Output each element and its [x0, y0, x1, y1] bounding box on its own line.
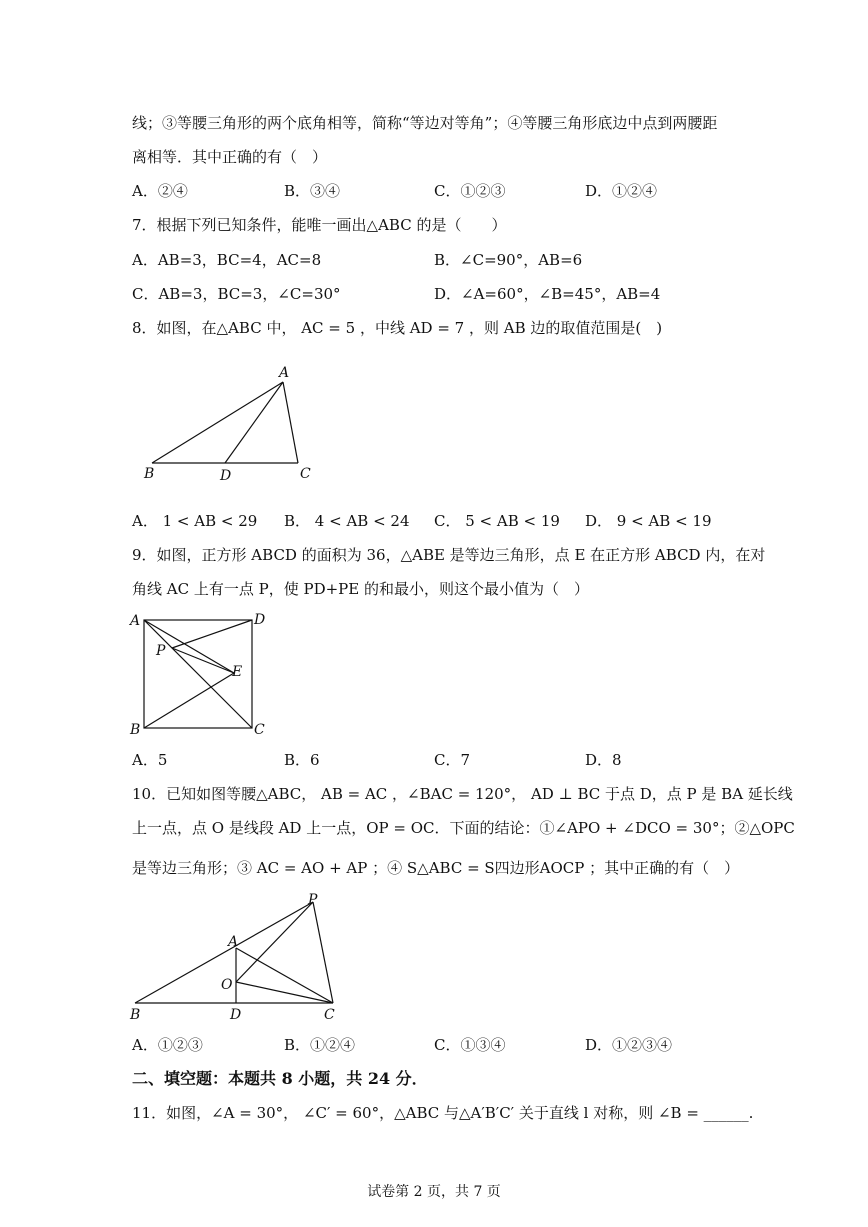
q9-label-d: D [254, 612, 266, 628]
q10-option-d: D．①②③④ [585, 1036, 673, 1054]
q8-label-a: A [279, 365, 290, 381]
q8-option-c: C． 5 < AB < 19 [434, 512, 560, 530]
q9-label-b: B [130, 722, 141, 738]
q7-option-a: A．AB=3，BC=4，AC=8 [132, 251, 322, 269]
q9-label-a: A [130, 613, 141, 629]
q9-line2: 角线 AC 上有一点 P，使 PD+PE 的和最小，则这个最小值为（ ） [132, 580, 589, 598]
q6-option-c: C．①②③ [434, 182, 506, 200]
q10-segment-ac [236, 948, 333, 1003]
q6-line2: 离相等．其中正确的有（ ） [132, 148, 328, 166]
q10-option-c: C．①③④ [434, 1036, 506, 1054]
q10-line3: 是等边三角形；③ AC = AO + AP ；④ S△ABC = S四边形AOCP ；其中正确的有（ ） [132, 859, 740, 877]
q10-figure [125, 890, 345, 1025]
q9-option-b: B．6 [284, 751, 320, 769]
q6-line1: 线；③等腰三角形的两个底角相等，简称“等边对等角”；④等腰三角形底边中点到两腰距 [132, 114, 718, 132]
q6-option-a: A．②④ [132, 182, 188, 200]
q10-label-a: A [228, 934, 239, 950]
q8-segment-ba [152, 382, 283, 463]
q10-line1: 10．已知如图等腰△ABC， AB = AC ，∠BAC = 120°， AD ⊥ BC 于点 D，点 P 是 BA 延长线 [132, 785, 793, 803]
q7-option-c: C．AB=3，BC=3，∠C=30° [132, 285, 341, 303]
q10-label-p: P [308, 892, 318, 908]
q6-option-d: D．①②④ [585, 182, 658, 200]
q9-label-c: C [254, 722, 265, 738]
q10-label-b: B [130, 1007, 141, 1023]
q8-label-c: C [300, 466, 311, 482]
q7-option-d: D．∠A=60°，∠B=45°，AB=4 [434, 285, 661, 303]
q6-option-b: B．③④ [284, 182, 341, 200]
q10-line2: 上一点，点 O 是线段 AD 上一点，OP = OC．下面的结论：①∠APO + ∠DCO = 30°；②△OPC [132, 819, 795, 837]
q9-segment-pe [172, 648, 234, 673]
q9-option-a: A．5 [132, 751, 168, 769]
q10-label-o: O [221, 977, 233, 993]
page-footer: 试卷第 2 页，共 7 页 [367, 1184, 501, 1200]
q9-line1: 9．如图，正方形 ABCD 的面积为 36，△ABE 是等边三角形，点 E 在正方形 ABCD 内，在对 [132, 546, 766, 564]
q8-option-b: B． 4 < AB < 24 [284, 512, 410, 530]
q9-segment-be [144, 673, 234, 728]
section2-title: 二、填空题：本题共 8 小题，共 24 分． [132, 1069, 428, 1088]
q8-label-b: B [144, 466, 155, 482]
q10-segment-oc [236, 982, 333, 1003]
q8-label-d: D [220, 468, 232, 484]
q9-label-e: E [232, 664, 243, 680]
q9-option-c: C．7 [434, 751, 471, 769]
q7-stem: 7．根据下列已知条件，能唯一画出△ABC 的是（ ） [132, 216, 507, 234]
q8-median-ad [225, 382, 283, 463]
q8-option-a: A． 1 < AB < 29 [132, 512, 258, 530]
q9-segment-dp [172, 620, 252, 648]
q9-figure [128, 610, 278, 738]
q9-label-p: P [156, 643, 166, 659]
q8-stem: 8．如图，在△ABC 中， AC = 5 ，中线 AD = 7 ，则 AB 边的取值范围是( ) [132, 319, 663, 337]
q10-label-c: C [324, 1007, 335, 1023]
q10-label-d: D [230, 1007, 242, 1023]
q7-option-b: B．∠C=90°，AB=6 [434, 251, 583, 269]
q8-option-d: D． 9 < AB < 19 [585, 512, 712, 530]
q8-segment-ac [283, 382, 298, 463]
q10-option-a: A．①②③ [132, 1036, 203, 1054]
q10-option-b: B．①②④ [284, 1036, 356, 1054]
q8-figure [140, 360, 330, 485]
q9-option-d: D．8 [585, 751, 622, 769]
q10-segment-pc [313, 902, 333, 1003]
q11-stem: 11．如图，∠A = 30°， ∠C′ = 60°，△ABC 与△A′B′C′ 关于直线 l 对称，则 ∠B = ______. [132, 1104, 754, 1122]
